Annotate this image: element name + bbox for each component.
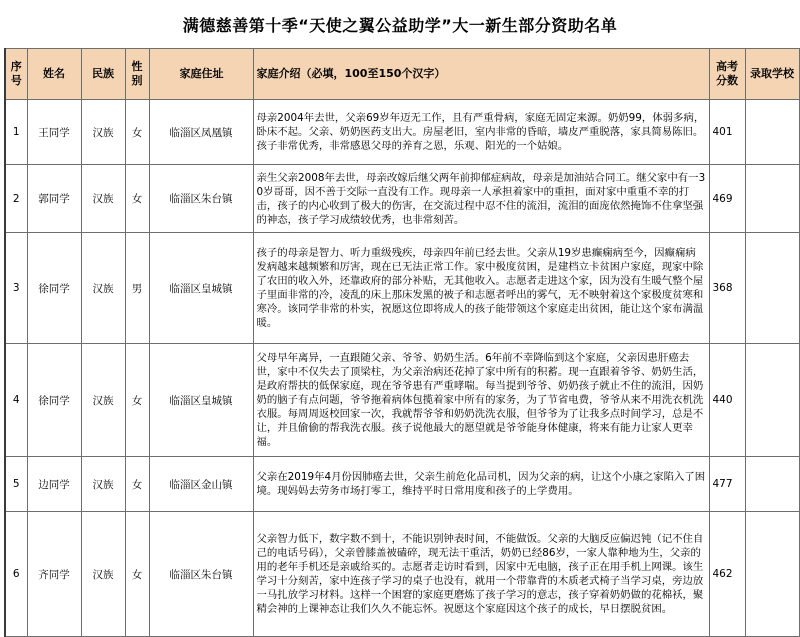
row-ethnicity: 汉族 (81, 344, 125, 457)
row-gender: 男 (125, 233, 149, 344)
row-gender: 女 (125, 457, 149, 512)
row-gender: 女 (125, 165, 149, 233)
row-ethnicity: 汉族 (81, 233, 125, 344)
row-no: 2 (5, 165, 27, 233)
header-desc: 家庭介绍（必填，100至150个汉字） (253, 49, 709, 100)
row-desc: 亲生父亲2008年去世，母亲改嫁后继父两年前抑郁症病故，母亲是加油站合同工。继父家中有一30岁哥哥，因不善于交际一直没有工作。现母亲一人承担着家中的重担，面对家中重重不幸的打击，孩子的内心收到了极大的伤害，在交流过程中忍不住的流泪，流泪的面庞依然掩饰不住拿坚强的神态，孩子学习成绩较优秀，也非常刻苦。 (253, 165, 709, 233)
row-ethnicity: 汉族 (81, 165, 125, 233)
header-score: 高考分数 (709, 49, 745, 100)
row-address: 临淄区凤凰镇 (149, 100, 253, 165)
header-school: 录取学校 (745, 49, 799, 100)
row-address: 临淄区朱台镇 (149, 165, 253, 233)
table-row (5, 233, 799, 344)
table-row (5, 457, 799, 512)
row-gender: 女 (125, 512, 149, 637)
row-desc: 孩子的母亲是智力、听力重级残疾，母亲四年前已经去世。父亲从19岁患癫痫病至今，因癫痫病发病越来越频繁和厉害，现在已无法正常工作。家中极度贫困，是建档立卡贫困户家庭，现家中除了农田的收入外，还靠政府的部分补贴，无其他收入。志愿者走进这个家，因为没有生暖气整个屋子里面非常的冷，凌乱的床上那床发黑的被子和志愿者呼出的雾气，无不映射着这个家极度贫寒和寒冷。该同学非常的朴实，祝愿这位即将成人的孩子能带领这个家庭走出贫困，能让这个家布满温暖。 (253, 233, 709, 344)
header-no: 序号 (5, 49, 27, 100)
row-desc: 母亲2004年去世，父亲69岁年迈无工作，且有严重骨病，家庭无固定来源。奶奶99，体弱多病，卧床不起。父亲、奶奶医药支出大。房屋老旧，室内非常的昏暗，墙皮严重脱落，家具简易陈旧。孩子非常优秀，非常感恩父母的养育之恩，乐观、阳光的一个姑娘。 (253, 100, 709, 165)
header-gender: 性别 (125, 49, 149, 100)
row-name: 边同学 (27, 457, 81, 512)
row-gender: 女 (125, 344, 149, 457)
row-school (745, 457, 799, 512)
header-address: 家庭住址 (149, 49, 253, 100)
row-no: 3 (5, 233, 27, 344)
row-address: 临淄区朱台镇 (149, 512, 253, 637)
row-ethnicity: 汉族 (81, 457, 125, 512)
table-row (5, 344, 799, 457)
row-address: 临淄区皇城镇 (149, 233, 253, 344)
row-score: 462 (709, 512, 745, 637)
row-address: 临淄区皇城镇 (149, 344, 253, 457)
row-no: 1 (5, 100, 27, 165)
row-score: 368 (709, 233, 745, 344)
row-no: 5 (5, 457, 27, 512)
row-desc: 父亲智力低下，数字数不到十，不能识别钟表时间，不能做饭。父亲的大脑反应偏迟钝（记不住自己的电话号码），父亲曾膝盖被磕碎，现无法干重活，奶奶已经86岁，一家人靠种地为生，父亲的用的老年手机还是亲戚给买的。志愿者走访时看到，因家中无电脑，孩子正在用手机上网课。该生学习十分刻苦，家中连孩子学习的桌子也没有，就用一个带靠背的木质老式椅子当学习桌，旁边放一马扎放学习材料。这样一个困窘的家庭更磨炼了孩子学习的意志，孩子穿着奶奶做的花棉袄，聚精会神的上课神态让我们久久不能忘怀。祝愿这个家庭因这个孩子的成长，早日摆脱贫困。 (253, 512, 709, 637)
row-name: 齐同学 (27, 512, 81, 637)
row-ethnicity: 汉族 (81, 100, 125, 165)
table-row (5, 100, 799, 165)
row-desc: 父亲在2019年4月份因肺癌去世，父亲生前危化品司机，因为父亲的病，让这个小康之家陷入了困境。现妈妈去劳务市场打零工，维持平时日常用度和孩子的上学费用。 (253, 457, 709, 512)
row-ethnicity: 汉族 (81, 512, 125, 637)
row-gender: 女 (125, 100, 149, 165)
row-name: 王同学 (27, 100, 81, 165)
row-school (745, 512, 799, 637)
row-score: 401 (709, 100, 745, 165)
student-table (4, 48, 800, 637)
header-ethnicity: 民族 (81, 49, 125, 100)
row-name: 徐同学 (27, 233, 81, 344)
table-row (5, 165, 799, 233)
table-row (5, 512, 799, 637)
header-row (5, 49, 799, 100)
document-title: 满德慈善第十季“天使之翼公益助学”大一新生部分资助名单 (182, 15, 618, 35)
row-no: 6 (5, 512, 27, 637)
row-school (745, 165, 799, 233)
row-score: 469 (709, 165, 745, 233)
row-school (745, 344, 799, 457)
header-name: 姓名 (27, 49, 81, 100)
row-school (745, 100, 799, 165)
row-desc: 父母早年离异，一直跟随父亲、爷爷、奶奶生活。6年前不幸降临到这个家庭，父亲因患肝癌去世，家中不仅失去了顶梁柱，为父亲治病还花掉了家中所有的积蓄。现一直跟着爷爷、奶奶生活，是政府帮扶的低保家庭，现在爷爷患有严重哮喘。每当提到爷爷、奶奶孩子就止不住的流泪，因奶奶的脑子有点问题，爷爷拖着病体包揽着家中所有的家务，为了节省电费，爷爷从来不用洗衣机洗衣服。每周周返校回家一次，我就帮爷爷和奶奶洗洗衣服，但爷爷为了让我多点时间学习，总是不让，并且偷偷的帮我洗衣服。孩子说他最大的愿望就是爷爷能身体健康，将来有能力让家人更幸福。 (253, 344, 709, 457)
row-school (745, 233, 799, 344)
row-name: 徐同学 (27, 344, 81, 457)
row-address: 临淄区金山镇 (149, 457, 253, 512)
row-name: 郭同学 (27, 165, 81, 233)
row-score: 440 (709, 344, 745, 457)
row-no: 4 (5, 344, 27, 457)
row-score: 477 (709, 457, 745, 512)
